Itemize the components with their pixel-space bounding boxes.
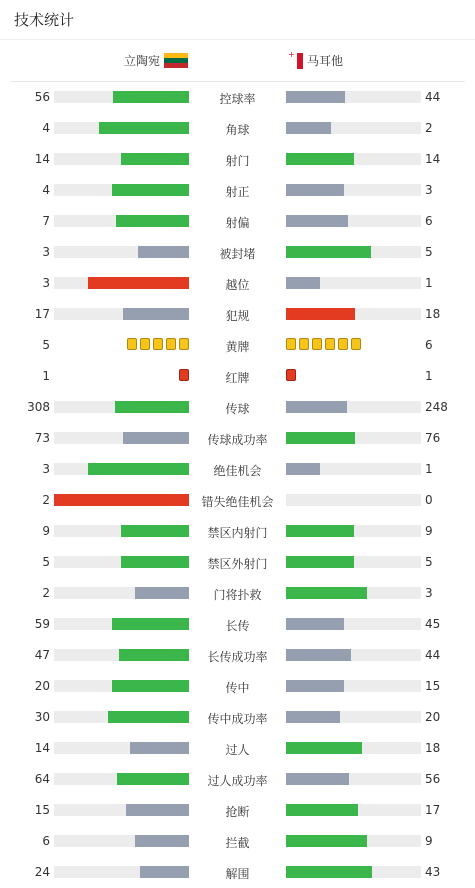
away-bar-fill [286,835,367,847]
away-bar-track [286,463,421,475]
away-bar-track [286,153,421,165]
away-bar-track [286,494,421,506]
stat-label: 拦截 [225,836,250,850]
stat-label: 射门 [225,154,250,168]
home-value: 56 [34,90,50,104]
home-bar-fill [113,91,189,103]
malta-flag-icon: + [290,53,303,69]
away-value: 0 [425,493,433,507]
away-bar-track [286,866,421,878]
home-bar-track [54,680,189,692]
home-bar-track [54,91,189,103]
home-bar-fill [99,122,189,134]
away-value: 1 [425,369,433,383]
stat-label: 门将扑救 [213,588,262,602]
away-bar-track [286,401,421,413]
away-bar-fill [286,184,344,196]
stat-label: 传中 [225,681,250,695]
home-team-name: 立陶宛 [123,54,160,68]
away-value: 20 [425,710,441,724]
home-bar-fill [121,556,189,568]
away-team-name: 马耳他 [307,54,344,68]
stat-label: 传中成功率 [207,712,268,726]
home-value: 5 [42,555,50,569]
away-bar-track [286,122,421,134]
away-bar-fill [286,587,367,599]
home-bar-track [54,246,189,258]
stat-row [0,609,475,640]
stat-row [0,237,475,268]
yellow-card-icon [299,338,309,350]
stat-row [0,82,475,113]
away-value: 5 [425,245,433,259]
home-bar-fill [117,773,189,785]
home-value: 17 [34,307,50,321]
home-red-cards [179,369,189,381]
yellow-card-icon [166,338,176,350]
away-team [288,49,344,69]
home-bar-track [54,618,189,630]
away-value: 3 [425,586,433,600]
away-bar-fill [286,401,347,413]
away-value: 248 [425,400,448,414]
yellow-card-icon [140,338,150,350]
stat-row [0,113,475,144]
home-bar-track [54,308,189,320]
home-value: 5 [42,338,50,352]
stat-label: 越位 [225,278,250,292]
home-bar-fill [121,153,189,165]
stat-row [0,733,475,764]
away-bar-fill [286,525,354,537]
home-bar-fill [140,866,189,878]
stat-label: 禁区外射门 [207,557,268,571]
away-bar-fill [286,215,348,227]
away-value: 1 [425,462,433,476]
away-bar-track [286,835,421,847]
stat-row [0,299,475,330]
stat-row [0,640,475,671]
stat-row [0,330,475,361]
home-value: 73 [34,431,50,445]
stat-label: 射偏 [225,216,250,230]
stat-row [0,826,475,857]
away-value: 2 [425,121,433,135]
home-bar-track [54,835,189,847]
home-bar-track [54,122,189,134]
stat-row [0,268,475,299]
away-bar-track [286,711,421,723]
home-bar-track [54,711,189,723]
stat-label: 错失绝佳机会 [201,495,274,509]
stat-label: 控球率 [219,92,256,106]
home-bar-fill [135,587,189,599]
home-value: 20 [34,679,50,693]
away-bar-track [286,773,421,785]
home-bar-fill [115,401,189,413]
home-bar-track [54,184,189,196]
teams-header [10,40,465,82]
stat-label: 长传 [225,619,250,633]
page-title: 技术统计 [14,11,75,29]
stat-label: 红牌 [225,371,250,385]
away-bar-fill [286,773,349,785]
stat-row [0,206,475,237]
stat-row [0,578,475,609]
stat-row [0,392,475,423]
away-bar-fill [286,463,320,475]
yellow-card-icon [325,338,335,350]
away-value: 6 [425,214,433,228]
home-bar-track [54,804,189,816]
away-value: 76 [425,431,441,445]
away-bar-track [286,215,421,227]
home-bar-track [54,401,189,413]
home-bar-track [54,587,189,599]
away-bar-fill [286,122,331,134]
stat-row [0,764,475,795]
stat-label: 过人成功率 [207,774,268,788]
home-value: 308 [27,400,50,414]
away-bar-fill [286,556,354,568]
home-bar-track [54,153,189,165]
home-value: 7 [42,214,50,228]
home-bar-fill [112,184,189,196]
away-value: 9 [425,524,433,538]
away-value: 18 [425,307,441,321]
stat-label: 传球 [225,402,250,416]
away-bar-fill [286,680,344,692]
away-bar-fill [286,277,320,289]
away-bar-track [286,618,421,630]
home-value: 14 [34,741,50,755]
home-value: 9 [42,524,50,538]
stat-row [0,702,475,733]
home-bar-track [54,866,189,878]
home-value: 4 [42,183,50,197]
home-bar-track [54,277,189,289]
away-value: 17 [425,803,441,817]
home-bar-fill [112,680,189,692]
stat-label: 过人 [225,743,250,757]
home-value: 2 [42,586,50,600]
stat-row [0,144,475,175]
home-bar-fill [88,463,189,475]
home-bar-fill [88,277,189,289]
away-bar-track [286,804,421,816]
home-bar-fill [54,494,189,506]
away-value: 18 [425,741,441,755]
away-bar-track [286,649,421,661]
stat-row [0,423,475,454]
away-bar-track [286,556,421,568]
page-header [0,0,475,40]
away-bar-fill [286,804,358,816]
home-bar-fill [119,649,189,661]
yellow-card-icon [153,338,163,350]
away-bar-track [286,525,421,537]
away-bar-track [286,308,421,320]
home-bar-fill [135,835,189,847]
away-bar-track [286,680,421,692]
home-bar-fill [123,432,189,444]
home-value: 30 [34,710,50,724]
away-bar-track [286,432,421,444]
away-bar-fill [286,308,355,320]
home-value: 59 [34,617,50,631]
yellow-card-icon [286,338,296,350]
home-bar-track [54,215,189,227]
stat-row [0,857,475,888]
stat-row [0,795,475,826]
home-value: 3 [42,462,50,476]
home-bar-track [54,432,189,444]
home-value: 15 [34,803,50,817]
home-value: 14 [34,152,50,166]
stat-row [0,547,475,578]
stat-label: 长传成功率 [207,650,268,664]
away-value: 3 [425,183,433,197]
away-value: 44 [425,648,441,662]
home-bar-fill [138,246,189,258]
away-value: 1 [425,276,433,290]
stat-label: 绝佳机会 [213,464,262,478]
home-value: 4 [42,121,50,135]
home-bar-fill [123,308,189,320]
yellow-card-icon [179,338,189,350]
yellow-card-icon [338,338,348,350]
away-bar-fill [286,711,340,723]
away-value: 44 [425,90,441,104]
away-bar-track [286,277,421,289]
stat-row [0,361,475,392]
away-value: 56 [425,772,441,786]
home-bar-fill [130,742,189,754]
home-bar-fill [112,618,189,630]
away-bar-track [286,246,421,258]
away-bar-fill [286,246,371,258]
stat-label: 抢断 [225,805,250,819]
home-bar-track [54,525,189,537]
stat-row [0,671,475,702]
home-value: 2 [42,493,50,507]
lithuania-flag-icon [164,53,188,69]
home-bar-track [54,742,189,754]
stat-label: 传球成功率 [207,433,268,447]
stat-label: 禁区内射门 [207,526,268,540]
away-value: 6 [425,338,433,352]
stat-label: 被封堵 [219,247,256,261]
away-value: 9 [425,834,433,848]
stat-label: 射正 [225,185,250,199]
home-bar-track [54,649,189,661]
home-bar-track [54,773,189,785]
home-value: 47 [34,648,50,662]
away-bar-fill [286,432,355,444]
stat-label: 解围 [225,867,250,881]
away-value: 45 [425,617,441,631]
away-value: 15 [425,679,441,693]
home-bar-track [54,463,189,475]
red-card-icon [286,369,296,381]
yellow-card-icon [351,338,361,350]
home-bar-fill [116,215,189,227]
home-bar-fill [121,525,189,537]
stat-label: 角球 [225,123,250,137]
stat-row [0,516,475,547]
away-bar-track [286,184,421,196]
away-bar-track [286,91,421,103]
stat-label: 犯规 [225,309,250,323]
away-bar-fill [286,866,372,878]
away-value: 43 [425,865,441,879]
home-team [124,52,188,69]
stats-list [0,82,475,888]
away-value: 5 [425,555,433,569]
red-card-icon [179,369,189,381]
away-bar-track [286,587,421,599]
away-bar-fill [286,649,351,661]
home-bar-fill [108,711,189,723]
home-yellow-cards [127,338,189,350]
home-value: 24 [34,865,50,879]
home-value: 6 [42,834,50,848]
home-value: 64 [34,772,50,786]
away-value: 14 [425,152,441,166]
home-bar-track [54,556,189,568]
away-bar-fill [286,742,362,754]
stat-row [0,175,475,206]
away-bar-fill [286,153,354,165]
stat-row [0,485,475,516]
home-value: 3 [42,245,50,259]
stat-row [0,454,475,485]
stat-label: 黄牌 [225,340,250,354]
away-bar-fill [286,91,345,103]
home-value: 3 [42,276,50,290]
home-bar-fill [126,804,189,816]
away-bar-track [286,742,421,754]
yellow-card-icon [312,338,322,350]
yellow-card-icon [127,338,137,350]
away-yellow-cards [286,338,361,350]
away-bar-fill [286,618,344,630]
home-value: 1 [42,369,50,383]
home-bar-track [54,494,189,506]
away-red-cards [286,369,296,381]
